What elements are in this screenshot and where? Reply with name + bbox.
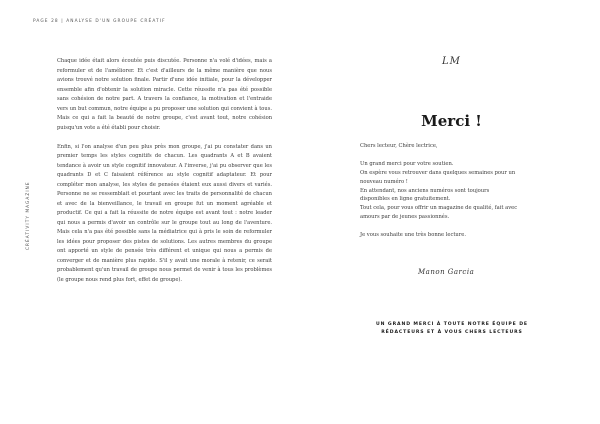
letter-line: Un grand merci pour votre soutien. [360, 160, 454, 167]
thanks-banner: UN GRAND MERCI À TOUTE NOTRE ÉQUIPE DE RÉDACTEURS ET À VOUS CHERS LECTEURS [376, 322, 528, 336]
letter-line: En attendant, nos anciens numéros sont toujours [360, 187, 490, 194]
letter-closing: Je vous souhaite une très bonne lecture. [360, 232, 466, 239]
letter-line: nouveau numéro ! [360, 178, 408, 185]
article-paragraph-1: Chaque idée était alors écoutée puis discutée. Personne n'a volé d'idées, mais a reformuler et de l'améliorer. Et c'est d'ailleurs de la même manière que nous avions trouvé notre solution finale. Partir d'une idée initiale, pour la développer ensemble afin d'obtenir la solution miracle. Cette réussite n'a pas été possible sans cohésion de notre part. A travers la confiance, la motivation et l'entraide vers un but commun, notre équipe a pu proposer une solution qui convient à tous. Mais ce qui a fait la beauté de notre groupe, c'est avant tout, notre cohésion puisqu'un vote a été établi pour choisir. [57, 58, 272, 131]
thank-you-letter [360, 142, 542, 249]
letter-line: amours par de jeunes passionnés. [360, 214, 450, 221]
letter-line: disponibles en ligne gratuitement. [360, 196, 451, 203]
page-header: PAGE 28 | ANALYSE D'UN GROUPE CRÉATIF [33, 19, 166, 24]
letter-greeting: Chers lecteur, Chère lectrice, [360, 143, 438, 149]
signature: Manon Garcia [418, 268, 475, 276]
magazine-side-label: CRÉATIVITY MAGAZINE [25, 181, 30, 250]
monogram-logo: LM [442, 56, 461, 67]
letter-line: Tout cela, pour vous offrir un magazine de qualité, fait avec [360, 205, 518, 212]
merci-title: Merci ! [421, 112, 482, 130]
article-body [57, 57, 272, 295]
article-paragraph-2: Enfin, si l'on analyse d'un peu plus près mon groupe, j'ai pu constater dans un premier temps les styles cognitifs de chacun. Les quadrants A et B avaient tendance à avoir un style cognitif innovateur. A l'inverse, j'ai pu observer que les quadrants D et C faisaient référence au style cognitif adaptateur. Et pour compléter mon analyse, les styles de pensées étaient eux aussi divers et variés. Personne ne se ressemblait et pourtant avec les traits de personnalité de chacun et avec de la bienveillance, le travail en groupe fut un moment agréable et productif. Ce qui a fait la réussite de notre équipe est avant tout : notre leader qui nous a permis d'avoir un contrôle sur le groupe tout au long de l'aventure. Mais cela n'a pas été possible sans la médiatrice qui à pris le soin de reformuler les idées pour proposer des pistes de solutions. Les autres membres du groupe ont apporté un style de pensée très différent et unique qui nous a permis de converger et de manière plus rapide. S'il y avait une morale à retenir, ce serait probablement qu'un travail de groupe nous permet de venir à tous les problèmes (le groupe nous rend plus fort, effet de groupe). [57, 143, 272, 283]
letter-line: On espère vous retrouver dans quelques semaines pour un [360, 169, 516, 176]
